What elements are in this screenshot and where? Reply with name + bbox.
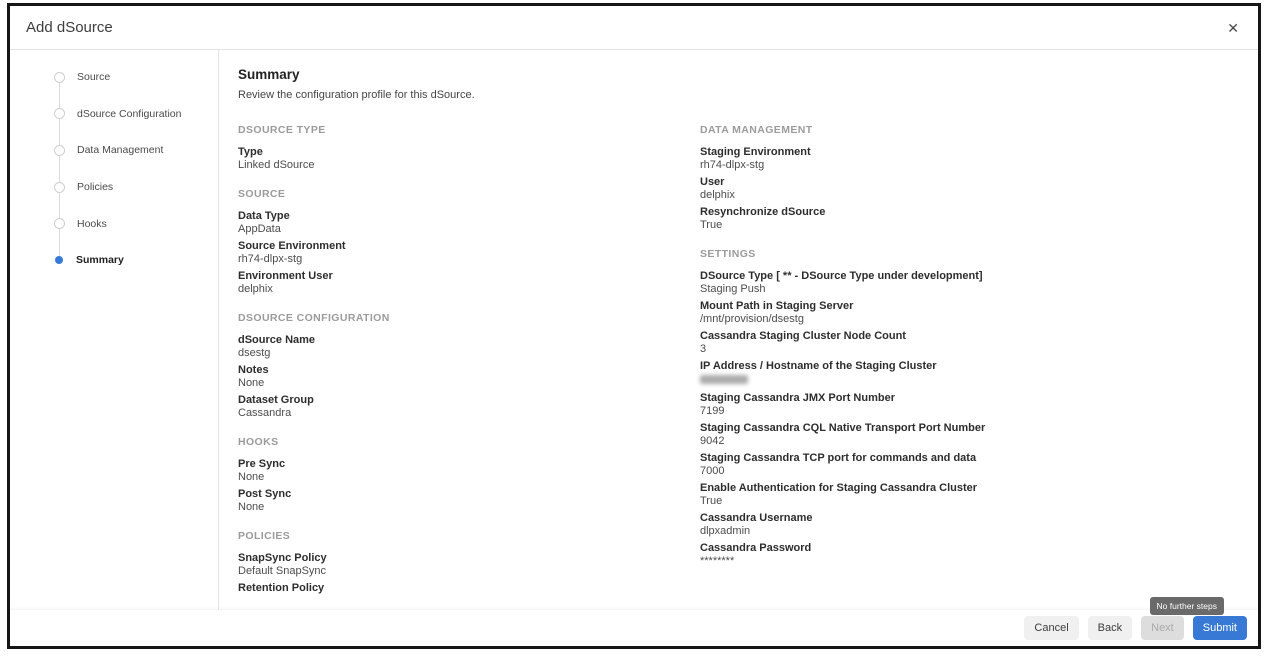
- step-circle-icon: [54, 72, 65, 83]
- next-button: Next: [1141, 616, 1184, 640]
- summary-panel: [219, 50, 1258, 610]
- close-icon[interactable]: ✕: [1227, 19, 1239, 36]
- field-label: Data Type: [238, 210, 290, 222]
- section-title: HOOKS: [238, 436, 279, 448]
- section-title: SOURCE: [238, 188, 286, 200]
- summary-field: [700, 512, 1258, 538]
- wizard-step-data-management[interactable]: [10, 132, 218, 169]
- summary-column-left: [238, 101, 700, 610]
- summary-field: [700, 270, 1258, 296]
- field-value: Linked dSource: [238, 159, 315, 171]
- field-label: DSource Type [ ** - DSource Type under development]: [700, 270, 983, 282]
- field-value: 7000: [700, 465, 725, 477]
- dialog-body: [10, 50, 1258, 610]
- wizard-step-dsource-configuration[interactable]: [10, 96, 218, 133]
- field-value: Default SnapSync: [238, 565, 327, 577]
- field-value: dlpxadmin: [700, 525, 751, 537]
- section-fields: [238, 334, 700, 420]
- summary-field: [238, 240, 700, 266]
- field-value: 3: [700, 343, 707, 355]
- step-circle-icon: [54, 182, 65, 193]
- summary-section: [238, 124, 700, 172]
- step-label: Hooks: [77, 217, 107, 230]
- field-value: delphix: [700, 189, 735, 201]
- wizard-step-summary[interactable]: [10, 242, 218, 279]
- summary-columns: [238, 101, 1258, 610]
- field-label: Notes: [238, 364, 269, 376]
- summary-field: [700, 146, 1258, 172]
- summary-field: [238, 210, 700, 236]
- summary-field: [700, 452, 1258, 478]
- summary-field: [238, 146, 700, 172]
- field-value: AppData: [238, 223, 281, 235]
- step-circle-icon: [55, 256, 63, 264]
- section-title: DATA MANAGEMENT: [700, 124, 813, 136]
- field-value: rh74-dlpx-stg: [238, 253, 303, 265]
- summary-field: [238, 394, 700, 420]
- field-label: Enable Authentication for Staging Cassandra Cluster: [700, 482, 978, 494]
- summary-section: [238, 188, 700, 296]
- summary-field: [700, 206, 1258, 232]
- field-label: Resynchronize dSource: [700, 206, 826, 218]
- summary-field: [700, 392, 1258, 418]
- step-label: Data Management: [77, 144, 164, 157]
- step-label: dSource Configuration: [77, 107, 182, 120]
- stepper-connector-line: [59, 77, 60, 260]
- summary-field: [700, 176, 1258, 202]
- section-title: DSOURCE CONFIGURATION: [238, 312, 390, 324]
- field-label: Cassandra Username: [700, 512, 813, 524]
- section-title: DSOURCE TYPE: [238, 124, 326, 136]
- field-label: SnapSync Policy: [238, 552, 327, 564]
- wizard-step-policies[interactable]: [10, 169, 218, 206]
- field-label: Environment User: [238, 270, 333, 282]
- field-label: Staging Cassandra CQL Native Transport Port Number: [700, 422, 986, 434]
- field-value: [700, 373, 1258, 388]
- field-label: Cassandra Staging Cluster Node Count: [700, 330, 906, 342]
- step-circle-icon: [54, 108, 65, 119]
- section-fields: [700, 146, 1258, 232]
- wizard-step-hooks[interactable]: [10, 205, 218, 242]
- summary-section: [238, 436, 700, 514]
- field-value: delphix: [238, 283, 273, 295]
- submit-button[interactable]: Submit: [1193, 616, 1247, 640]
- wizard-steps: [10, 50, 218, 279]
- section-title: SETTINGS: [700, 248, 756, 260]
- summary-field: [238, 458, 700, 484]
- step-circle-icon: [54, 218, 65, 229]
- field-value: True: [700, 495, 723, 507]
- field-value: rh74-dlpx-stg: [700, 159, 765, 171]
- field-label: Retention Policy: [238, 582, 325, 594]
- field-label: Source Environment: [238, 240, 346, 252]
- summary-field: [700, 422, 1258, 448]
- field-label: Post Sync: [238, 488, 292, 500]
- field-value: 9042: [700, 435, 725, 447]
- summary-field: [238, 488, 700, 514]
- summary-field: [238, 270, 700, 296]
- field-value: /mnt/provision/dsestg: [700, 313, 804, 325]
- summary-field: [238, 334, 700, 360]
- field-value: None: [238, 471, 265, 483]
- add-dsource-dialog: [7, 3, 1261, 649]
- step-label: Summary: [76, 254, 124, 267]
- field-label: Mount Path in Staging Server: [700, 300, 854, 312]
- section-fields: [238, 552, 700, 608]
- field-label: Pre Sync: [238, 458, 286, 470]
- section-fields: [238, 210, 700, 296]
- next-button-tooltip: No further steps: [1150, 597, 1224, 615]
- summary-field: [700, 330, 1258, 356]
- field-value: ********: [700, 555, 735, 567]
- summary-section: [238, 312, 700, 420]
- field-value: Staging Push: [700, 283, 766, 295]
- section-fields: [700, 270, 1258, 568]
- step-label: Policies: [77, 181, 114, 194]
- field-label: Cassandra Password: [700, 542, 812, 554]
- field-value: [238, 595, 700, 608]
- summary-field: [700, 482, 1258, 508]
- field-label: dSource Name: [238, 334, 316, 346]
- field-label: Staging Environment: [700, 146, 811, 158]
- field-value: 7199: [700, 405, 725, 417]
- field-value: dsestg: [238, 347, 271, 359]
- summary-subtitle: Review the configuration profile for this dSource.: [238, 89, 475, 101]
- field-value: True: [700, 219, 723, 231]
- field-value: Cassandra: [238, 407, 292, 419]
- summary-field: [700, 300, 1258, 326]
- summary-field: [238, 364, 700, 390]
- cancel-button[interactable]: Cancel: [1024, 616, 1078, 640]
- dialog-header: [10, 6, 1258, 50]
- redacted-value: [700, 375, 748, 384]
- summary-heading: Summary: [238, 67, 300, 82]
- wizard-stepper: [10, 50, 219, 610]
- field-label: Type: [238, 146, 263, 158]
- summary-field: [700, 542, 1258, 568]
- summary-section: [700, 248, 1258, 568]
- summary-field: [700, 360, 1258, 388]
- wizard-step-source[interactable]: [10, 59, 218, 96]
- section-fields: [238, 458, 700, 514]
- field-label: Staging Cassandra TCP port for commands and data: [700, 452, 977, 464]
- step-label: Source: [77, 71, 111, 84]
- summary-section: [238, 530, 700, 608]
- dialog-title: Add dSource: [26, 19, 113, 36]
- step-circle-icon: [54, 145, 65, 156]
- field-label: User: [700, 176, 725, 188]
- summary-field: [238, 552, 700, 578]
- back-button[interactable]: Back: [1088, 616, 1132, 640]
- field-label: Dataset Group: [238, 394, 314, 406]
- field-label: Staging Cassandra JMX Port Number: [700, 392, 895, 404]
- field-value: None: [238, 501, 265, 513]
- field-label: IP Address / Hostname of the Staging Cluster: [700, 360, 937, 372]
- section-fields: [238, 146, 700, 172]
- dialog-footer: [10, 601, 1258, 646]
- section-title: POLICIES: [238, 530, 291, 542]
- summary-field: [238, 582, 700, 608]
- summary-column-right: [700, 101, 1258, 610]
- field-value: None: [238, 377, 265, 389]
- summary-section: [700, 124, 1258, 232]
